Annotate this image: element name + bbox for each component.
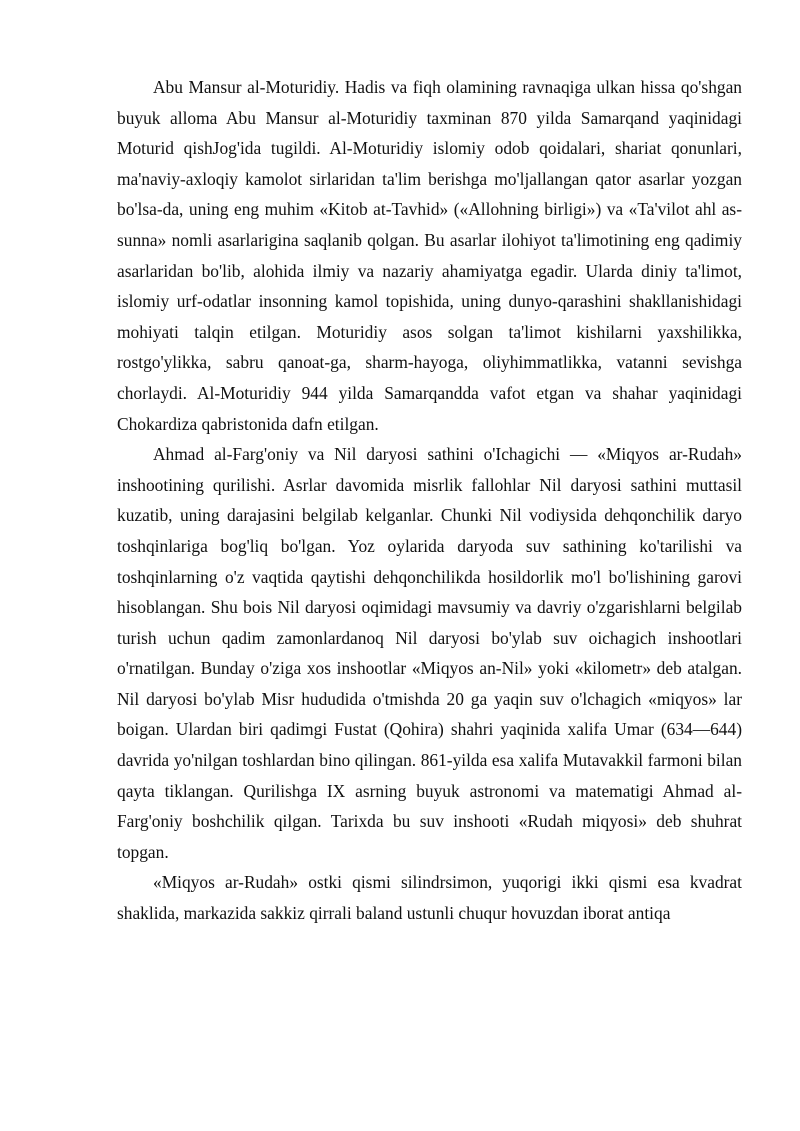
paragraph-fargoniy-miqyos: Ahmad al-Farg'oniy va Nil daryosi sathini o'Ichagichi — «Miqyos ar-Rudah» inshootining qurilishi. Asrlar davomida misrlik fallohlar Nil daryosi sathini muttasil kuzatib, uning darajasini belgilab kelganlar. Chunki Nil vodiysida dehqonchilik daryo toshqinlariga bog'liq bo'lgan. Yoz oylarida daryoda suv sathining ko'tarilishi va toshqinlarning o'z vaqtida qaytishi dehqonchilikda hosildorlik mo'l bo'lishining garovi hisoblangan. Shu bois Nil daryosi oqimidagi mavsumiy va davriy o'zgarishlarni belgilab turish uchun qadim zamonlardanoq Nil daryosi bo'ylab suv oichagich inshootlari o'rnatilgan. Bunday o'ziga xos inshootlar «Miqyos an-Nil» yoki «kilometr» deb atalgan. Nil daryosi bo'ylab Misr hududida o'tmishda 20 ga yaqin suv o'lchagich «miqyos» lar boigan. Ulardan biri qadimgi Fustat (Qohira) shahri yaqinida xalifa Umar (634—644) davrida yo'nilgan toshlardan bino qilingan. 861-yilda esa xalifa Mutavakkil farmoni bilan qayta tiklangan. Qurilishga IX asrning buyuk astronomi va matematigi Ahmad al-Farg'oniy boshchilik qilgan. Tarixda bu suv inshooti «Rudah miqyosi» deb shuhrat topgan.	[117, 444, 742, 862]
document-page	[117, 72, 742, 929]
paragraph-miqyos-structure: «Miqyos ar-Rudah» ostki qismi silindrsimon, yuqorigi ikki qismi esa kvadrat shaklida, markazida sakkiz qirrali baland ustunli chuqur hovuzdan iborat antiqa	[117, 872, 742, 924]
paragraph-moturidiy: Abu Mansur al-Moturidiy. Hadis va fiqh olamining ravnaqiga ulkan hissa qo'shgan buyuk alloma Abu Mansur al-Moturidiy taxminan 870 yilda Samarqand yaqinidagi Moturid qishJog'ida tugildi. Al-Moturidiy islomiy odob qoidalari, shariat qonunlari, ma'naviy-axloqiy kamolot sirlaridan ta'lim berishga mo'ljallangan qator asarlar yozgan bo'lsa-da, uning eng muhim «Kitob at-Tavhid» («Allohning birligi») va «Ta'vilot ahl as-sunna» nomli asarlarigina saqlanib qolgan. Bu asarlar ilohiyot ta'limotining eng qadimiy asarlaridan bo'lib, alohida ilmiy va nazariy ahamiyatga egadir. Ularda diniy ta'limot, islomiy urf-odatlar insonning kamol topishida, uning dunyo-qarashini shakllanishidagi mohiyati talqin etilgan. Moturidiy asos solgan ta'limot kishilarni yaxshilikka, rostgo'ylikka, sabru qanoat-ga, sharm-hayoga, oliyhimmatlikka, vatanni sevishga chorlaydi. Al-Moturidiy 944 yilda Samarqandda vafot etgan va shahar yaqinidagi Chokardiza qabristonida dafn etilgan.	[117, 77, 742, 434]
